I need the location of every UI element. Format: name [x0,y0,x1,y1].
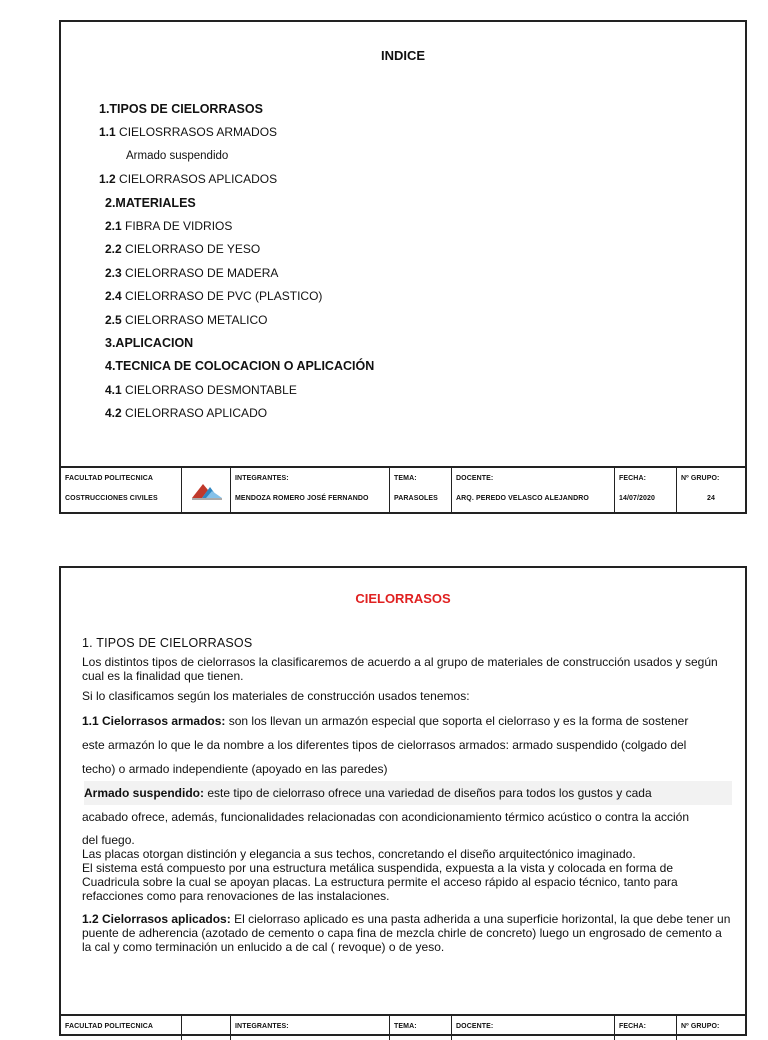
toc-item-label: 3.APLICACION [105,335,194,350]
aplicados-term: 1.2 Cielorrasos aplicados: [82,912,231,926]
footer-members-cell-2 [231,1016,390,1040]
toc-item [97,145,697,168]
toc-item-number: 1.2 [99,172,116,187]
university-logo-icon [190,478,224,502]
toc-item-label: CIELORRASOS APLICADOS [115,172,278,187]
toc-item-label: CIELORRASO METALICO [121,312,268,327]
toc-item [97,379,697,402]
toc-item-label: CIELORRASO DE PVC (PLASTICO) [121,289,323,304]
paragraph-suspendido [82,781,732,903]
date-value: 14/07/2020 [619,495,656,502]
suspendido-line-1: este tipo de cielorraso ofrece una variedad de diseños para todos los gustos y cada [204,786,652,800]
toc-item-number: 4.1 [105,382,122,397]
toc-item-label: 2.MATERIALES [105,195,196,210]
toc-item-number: 2.2 [105,242,122,257]
aplicados-text: El cielorraso aplicado es una pasta adherida a una superficie horizontal, la que debe tener un puente de adherencia (azotado de cemento o capa fina de mezcla chirle de concreto) luego un engrosado de cemento a la cal y como terminación un enlucido a de cal ( revoque) o de yeso. [82,912,731,954]
faculty-name: FACULTAD POLITECNICA [65,475,154,482]
paragraph-aplicados [82,912,732,954]
toc-item [97,98,697,121]
toc-item-label: CIELORRASO DE YESO [121,242,261,257]
toc-item [97,262,697,285]
table-of-contents [97,98,697,425]
armados-line-2: este armazón lo que le da nombre a los diferentes tipos de cielorrasos armados: armado suspendido (colgado del [82,738,687,752]
footer-group-cell-2 [677,1016,745,1040]
toc-item-label: CIELORRASO DE MADERA [121,265,279,280]
toc-item-label: 4.TECNICA DE COLOCACION O APLICACIÓN [105,359,375,374]
group-label: Nº GRUPO: [681,475,720,482]
suspendido-line-3: del fuego. [82,833,135,847]
toc-item [97,402,697,425]
suspendido-term: Armado suspendido: [84,786,205,800]
faculty-department: COSTRUCCIONES CIVILES [65,495,158,502]
footer-topic-cell-2 [390,1016,452,1040]
suspendido-line-2: acabado ofrece, además, funcionalidades relacionadas con acondicionamiento térmico acústico o contra la acción [82,810,690,824]
group-value: 24 [707,495,715,502]
page-body [82,636,732,960]
toc-item-number: 1.1 [99,125,116,140]
footer-logo-cell [182,468,231,512]
toc-item-number: 4.2 [105,406,122,421]
page-footer-2 [61,1014,745,1040]
toc-item [97,355,697,378]
toc-item [97,168,697,191]
teacher-value: ARQ. PEREDO VELASCO ALEJANDRO [456,495,589,502]
paragraph-placas: Las placas otorgan distinción y elegancia a sus techos, concretando el diseño arquitectónico imaginado. [82,847,636,861]
toc-item [97,332,697,355]
topic-label-2: TEMA: [394,1023,417,1030]
page-title: CIELORRASOS [355,591,451,606]
toc-item-label: Armado suspendido [126,149,229,162]
toc-item [97,192,697,215]
toc-item-label: CIELORRASO DESMONTABLE [121,382,297,397]
footer-faculty-cell [61,468,182,512]
paragraph-classification: Si lo clasificamos según los materiales de construcción usados tenemos: [82,689,470,703]
footer-teacher-cell [452,468,615,512]
footer-members-cell [231,468,390,512]
index-page [59,20,747,514]
toc-item-number: 2.4 [105,289,122,304]
faculty-name-2: FACULTAD POLITECNICA [65,1023,154,1030]
content-page [59,566,747,1036]
footer-date-cell-2 [615,1016,677,1040]
toc-item [97,309,697,332]
members-value: MENDOZA ROMERO JOSÉ FERNANDO [235,495,369,502]
section-heading: 1. TIPOS DE CIELORRASOS [82,636,253,650]
footer-date-cell [615,468,677,512]
armados-line-1: son los llevan un armazón especial que soporta el cielorraso y es la forma de sostener [225,714,689,728]
footer-faculty-cell-2 [61,1016,182,1040]
members-label-2: INTEGRANTES: [235,1023,289,1030]
date-label-2: FECHA: [619,1023,647,1030]
armados-term: 1.1 Cielorrasos armados: [82,714,226,728]
paragraph-intro: Los distintos tipos de cielorrasos la clasificaremos de acuerdo a al grupo de materiales de construcción usados y según cual es la finalidad que tienen. [82,655,718,683]
toc-item-number: 2.1 [105,218,122,233]
topic-value: PARASOLES [394,495,438,502]
toc-item [97,215,697,238]
teacher-label-2: DOCENTE: [456,1023,494,1030]
footer-group-cell [677,468,745,512]
armados-line-3: techo) o armado independiente (apoyado en las paredes) [82,762,388,776]
date-label: FECHA: [619,475,647,482]
index-title: INDICE [380,48,426,63]
toc-item [97,285,697,308]
toc-item-number: 2.5 [105,312,122,327]
topic-label: TEMA: [394,475,417,482]
toc-item [97,238,697,261]
toc-item [97,121,697,144]
group-label-2: Nº GRUPO: [681,1023,720,1030]
footer-logo-cell-2 [182,1016,231,1040]
toc-item-label: CIELORRASO APLICADO [121,406,268,421]
toc-item-label: CIELOSRRASOS ARMADOS [115,125,278,140]
teacher-label: DOCENTE: [456,475,494,482]
footer-topic-cell [390,468,452,512]
paragraph-sistema: El sistema está compuesto por una estructura metálica suspendida, expuesta a la vista y colocada en forma de Cuadricula sobre la cual se apoyan placas. La estructura permite el acceso rápido al espacio técnico, tanto para refacciones como para renovaciones de las instalaciones. [82,861,678,903]
toc-item-label: FIBRA DE VIDRIOS [121,218,233,233]
page-footer [61,466,745,512]
toc-item-label: 1.TIPOS DE CIELORRASOS [99,102,263,116]
members-label: INTEGRANTES: [235,475,289,482]
paragraph-armados [82,709,732,781]
toc-item-number: 2.3 [105,265,122,280]
footer-teacher-cell-2 [452,1016,615,1040]
